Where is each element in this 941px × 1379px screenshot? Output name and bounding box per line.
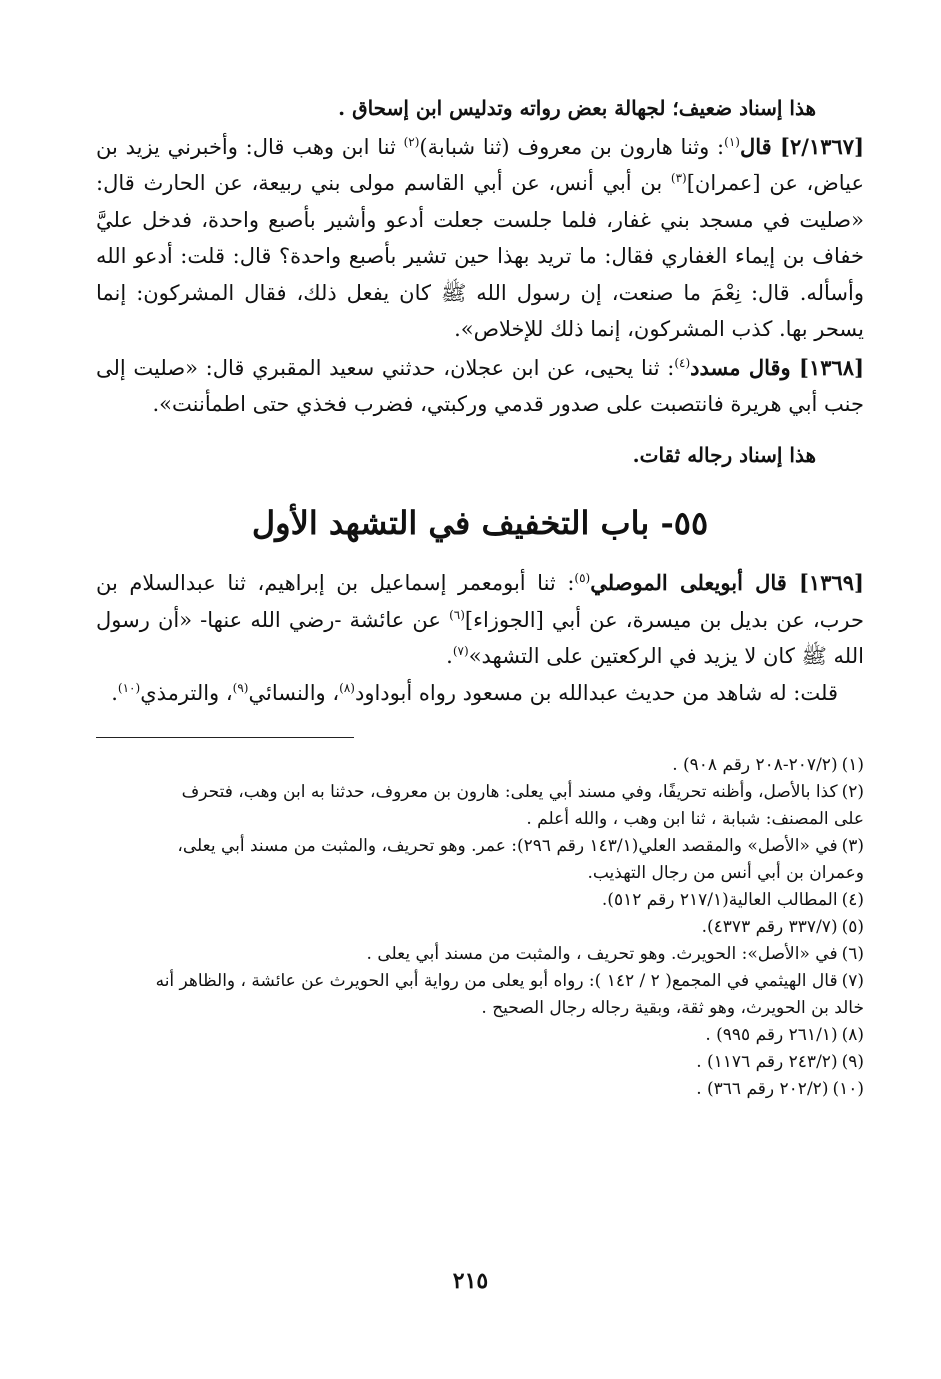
footnote-2 — [96, 779, 864, 806]
footnotes — [96, 752, 864, 1103]
footnote-ref-5: (٥) — [574, 571, 591, 585]
footnote-7-continuation: خالد بن الحويرث، وهو ثقة، وبقية رجاله رجال الصحيح . — [481, 998, 864, 1018]
footnote-ref-4: (٤) — [674, 355, 691, 370]
footnote-number: (٥) — [841, 917, 864, 937]
footnote-number: (١٠) — [832, 1079, 864, 1099]
chapter-heading: ٥٥- باب التخفيف في التشهد الأول — [251, 504, 709, 542]
entry-label-1367: [٢/١٣٦٧] قال — [739, 133, 865, 159]
page-body — [96, 90, 864, 1103]
footnote-text: (٢٠٧/٢-٢٠٨ رقم ٩٠٨) . — [672, 755, 838, 775]
note-text: ، والترمذي — [140, 680, 233, 705]
note-text: ، والنسائي — [248, 680, 340, 705]
footnote-text: كذا بالأصل، وأظنه تحريفًا، وفي مسند أبي يعلى: هارون بن معروف، حدثنا به ابن وهب، فتحرف — [181, 782, 838, 802]
footnote-ref-8: (٨) — [339, 680, 355, 695]
hadith-entry-1367 — [96, 129, 864, 348]
footnote-3 — [96, 833, 864, 860]
footnote-text: (٣٣٧/٧ رقم ٤٣٧٣). — [701, 917, 838, 937]
footnote-ref-6: (٦) — [449, 607, 465, 622]
hadith-entry-1369 — [96, 565, 864, 675]
footnote-6 — [96, 941, 864, 968]
footnote-4 — [96, 887, 864, 914]
footnote-ref-2: (٢) — [403, 134, 420, 149]
footnote-7 — [96, 968, 864, 995]
footnote-ref-9: (٩) — [232, 680, 249, 695]
footnote-number: (١) — [841, 755, 864, 775]
entry-text: : وثنا هارون بن معروف (ثنا شبابة) — [419, 134, 725, 159]
footnote-text: (٢٦١/١ رقم ٩٩٥) . — [705, 1025, 838, 1045]
entry-text: ثنا ابن وهب قال: وأخبرني يزيد بن عياض، عن [عمران] — [96, 134, 864, 195]
entry-label-1368: [١٣٦٨] وقال مسدد — [690, 354, 864, 380]
footnote-text: (٢٠٢/٢ رقم ٣٦٦) . — [696, 1079, 829, 1099]
footnote-ref-10: (١٠) — [117, 680, 141, 695]
footnote-number: (٩) — [841, 1052, 864, 1072]
footnote-number: (٣) — [841, 836, 864, 856]
note-text: قلت: له شاهد من حديث عبدالله بن مسعود رواه أبوداود — [354, 680, 838, 705]
footnote-text: في «الأصل» والمقصد العلي(١٤٣/١ رقم ٢٩٦): عمر. وهو تحريف، والمثبت من مسند أبي يعلى، — [177, 836, 838, 856]
footnote-8 — [96, 1022, 864, 1049]
footnote-number: (٤) — [841, 890, 864, 910]
footnote-ref-7: (٧) — [452, 644, 469, 658]
footnote-number: (٦) — [841, 944, 864, 964]
entry-text: : ثنا أبومعمر إسماعيل بن إبراهيم، ثنا عبدالسلام بن حرب، عن بديل بن ميسرة، عن أبي [الجوزاء] — [96, 571, 864, 632]
entry-text: . — [446, 644, 453, 668]
entry-text: عن عائشة -رضي الله عنها- «أن رسول الله ﷺ كان لا يزيد في الركعتين على التشهد» — [96, 607, 864, 668]
footnote-text: قال الهيثمي في المجمع( ٢ / ١٤٢ ): رواه أبو يعلى من رواية أبي الحويرث عن عائشة ، والظاهر أنه — [155, 971, 838, 991]
footnote-text: المطالب العالية(٢١٧/١ رقم ٥١٢). — [601, 890, 838, 910]
isnad-verdict-1: هذا إسناد ضعيف؛ لجهالة بعض رواته وتدليس ابن إسحاق . — [338, 96, 816, 120]
footnote-9 — [96, 1049, 864, 1076]
footnote-number: (٢) — [841, 782, 864, 802]
entry-label-1369: [١٣٦٩] قال أبويعلى الموصلي — [590, 570, 864, 595]
author-note — [96, 675, 864, 712]
footnote-number: (٨) — [841, 1025, 864, 1045]
footnote-separator — [96, 737, 354, 738]
entry-text: بن أبي أنس، عن أبي القاسم مولى بني ربيعة، عن الحارث قال: «صليت في مسجد بني غفار، فلما جلست جعلت أدعو وأشير بأصبع واحدة، فدخل عليَّ خفاف بن إيماء الغفاري فقال: ما تريد بهذا حين تشير بأصبع واحدة؟ قال: قلت: أدعو الله وأسأله. قال: نِعْمَ ما صنعت، إن رسول الله ﷺ كان يفعل ذلك، فقال المشركون: إنما يسحر بها. كذب المشركون، إنما ذلك للإخلاص». — [96, 171, 864, 341]
page-number: ٢١٥ — [452, 1268, 489, 1294]
entry-text: : ثنا يحيى، عن ابن عجلان، حدثني سعيد المقبري قال: «صليت إلى جنب أبي هريرة فانتصبت على صدور قدمي وركبتي، فضرب فخذي حتى اطمأننت». — [96, 355, 864, 416]
footnote-ref-1: (١) — [724, 134, 740, 149]
footnote-3-continuation: وعمران بن أبي أنس من رجال التهذيب. — [587, 863, 864, 883]
footnote-2-continuation: على المصنف: شبابة ، ثنا ابن وهب ، والله أعلم . — [526, 809, 864, 829]
footnote-1 — [96, 752, 864, 779]
hadith-entry-1368 — [96, 350, 864, 423]
footnote-text: في «الأصل»: الحويرث. وهو تحريف ، والمثبت من مسند أبي يعلى . — [366, 944, 838, 964]
footnote-number: (٧) — [841, 971, 864, 991]
footnote-ref-3: (٣) — [670, 171, 687, 185]
footnote-10 — [96, 1076, 864, 1103]
footnote-text: (٢٤٣/٢ رقم ١١٧٦) . — [696, 1052, 838, 1072]
isnad-verdict-2: هذا إسناد رجاله ثقات. — [632, 442, 816, 467]
footnote-5 — [96, 914, 864, 941]
note-text: . — [111, 680, 118, 705]
